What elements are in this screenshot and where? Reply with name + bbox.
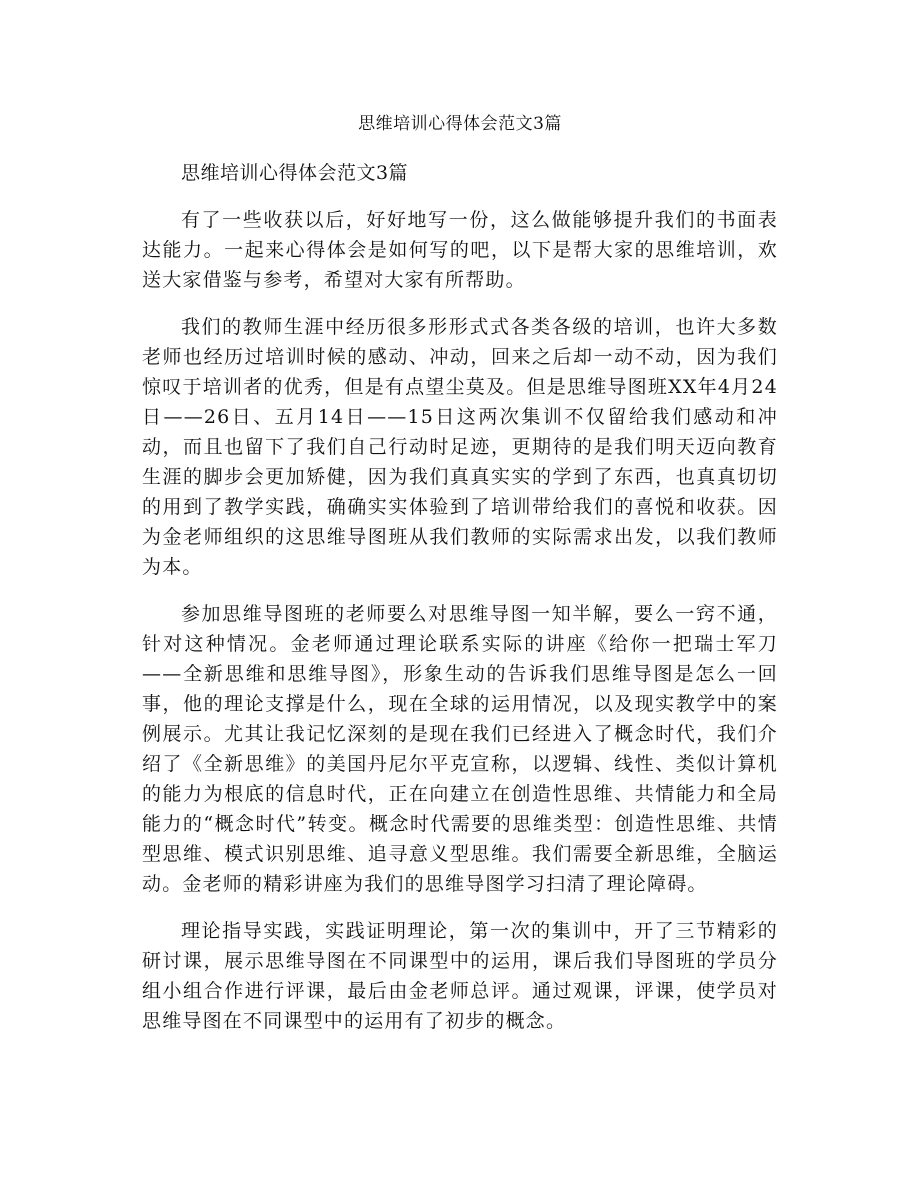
document-body bbox=[142, 158, 778, 1053]
paragraph-practice: 理论指导实践，实践证明理论，第一次的集训中，开了三节精彩的研讨课，展示思维导图在不同课型中的运用，课后我们导图班的学员分组小组合作进行评课，最后由金老师总评。通过观课，评课，使学员对思维导图在不同课型中的运用有了初步的概念。 bbox=[142, 920, 778, 1032]
paragraph-mind-map-lecture: 参加思维导图班的老师要么对思维导图一知半解，要么一窍不通，针对这种情况。金老师通过理论联系实际的讲座《给你一把瑞士军刀——全新思维和思维导图》，形象生动的告诉我们思维导图是怎么一回事，他的理论支撑是什么，现在全球的运用情况，以及现实教学中的案例展示。尤其让我记忆深刻的是现在我们已经进入了概念时代，我们介绍了《全新思维》的美国丹尼尔平克宣称，以逻辑、线性、类似计算机的能力为根底的信息时代，正在向建立在创造性思维、共情能力和全局能力的“概念时代”转变。概念时代需要的思维类型：创造性思维、共情型思维、模式识别思维、追寻意义型思维。我们需要全新思维，全脑运动。金老师的精彩讲座为我们的思维导图学习扫清了理论障碍。 bbox=[142, 603, 778, 895]
document-subtitle: 思维培训心得体会范文3篇 bbox=[180, 162, 409, 184]
paragraph-training-experience: 我们的教师生涯中经历很多形形式式各类各级的培训，也许大多数老师也经历过培训时候的感动、冲动，回来之后却一动不动，因为我们惊叹于培训者的优秀，但是有点望尘莫及。但是思维导图班XX年4月24日——26日、五月14日——15日这两次集训不仅留给我们感动和冲动，而且也留下了我们自己行动时足迹，更期待的是我们明天迈向教育生涯的脚步会更加矫健，因为我们真真实实的学到了东西，也真真切切的用到了教学实践，确确实实体验到了培训带给我们的喜悦和收获。因为金老师组织的这思维导图班从我们教师的实际需求出发，以我们教师为本。 bbox=[142, 316, 778, 578]
paragraph-intro: 有了一些收获以后，好好地写一份，这么做能够提升我们的书面表达能力。一起来心得体会是如何写的吧，以下是帮大家的思维培训，欢送大家借鉴与参考，希望对大家有所帮助。 bbox=[142, 209, 778, 291]
document-title: 思维培训心得体会范文3篇 bbox=[358, 114, 562, 134]
